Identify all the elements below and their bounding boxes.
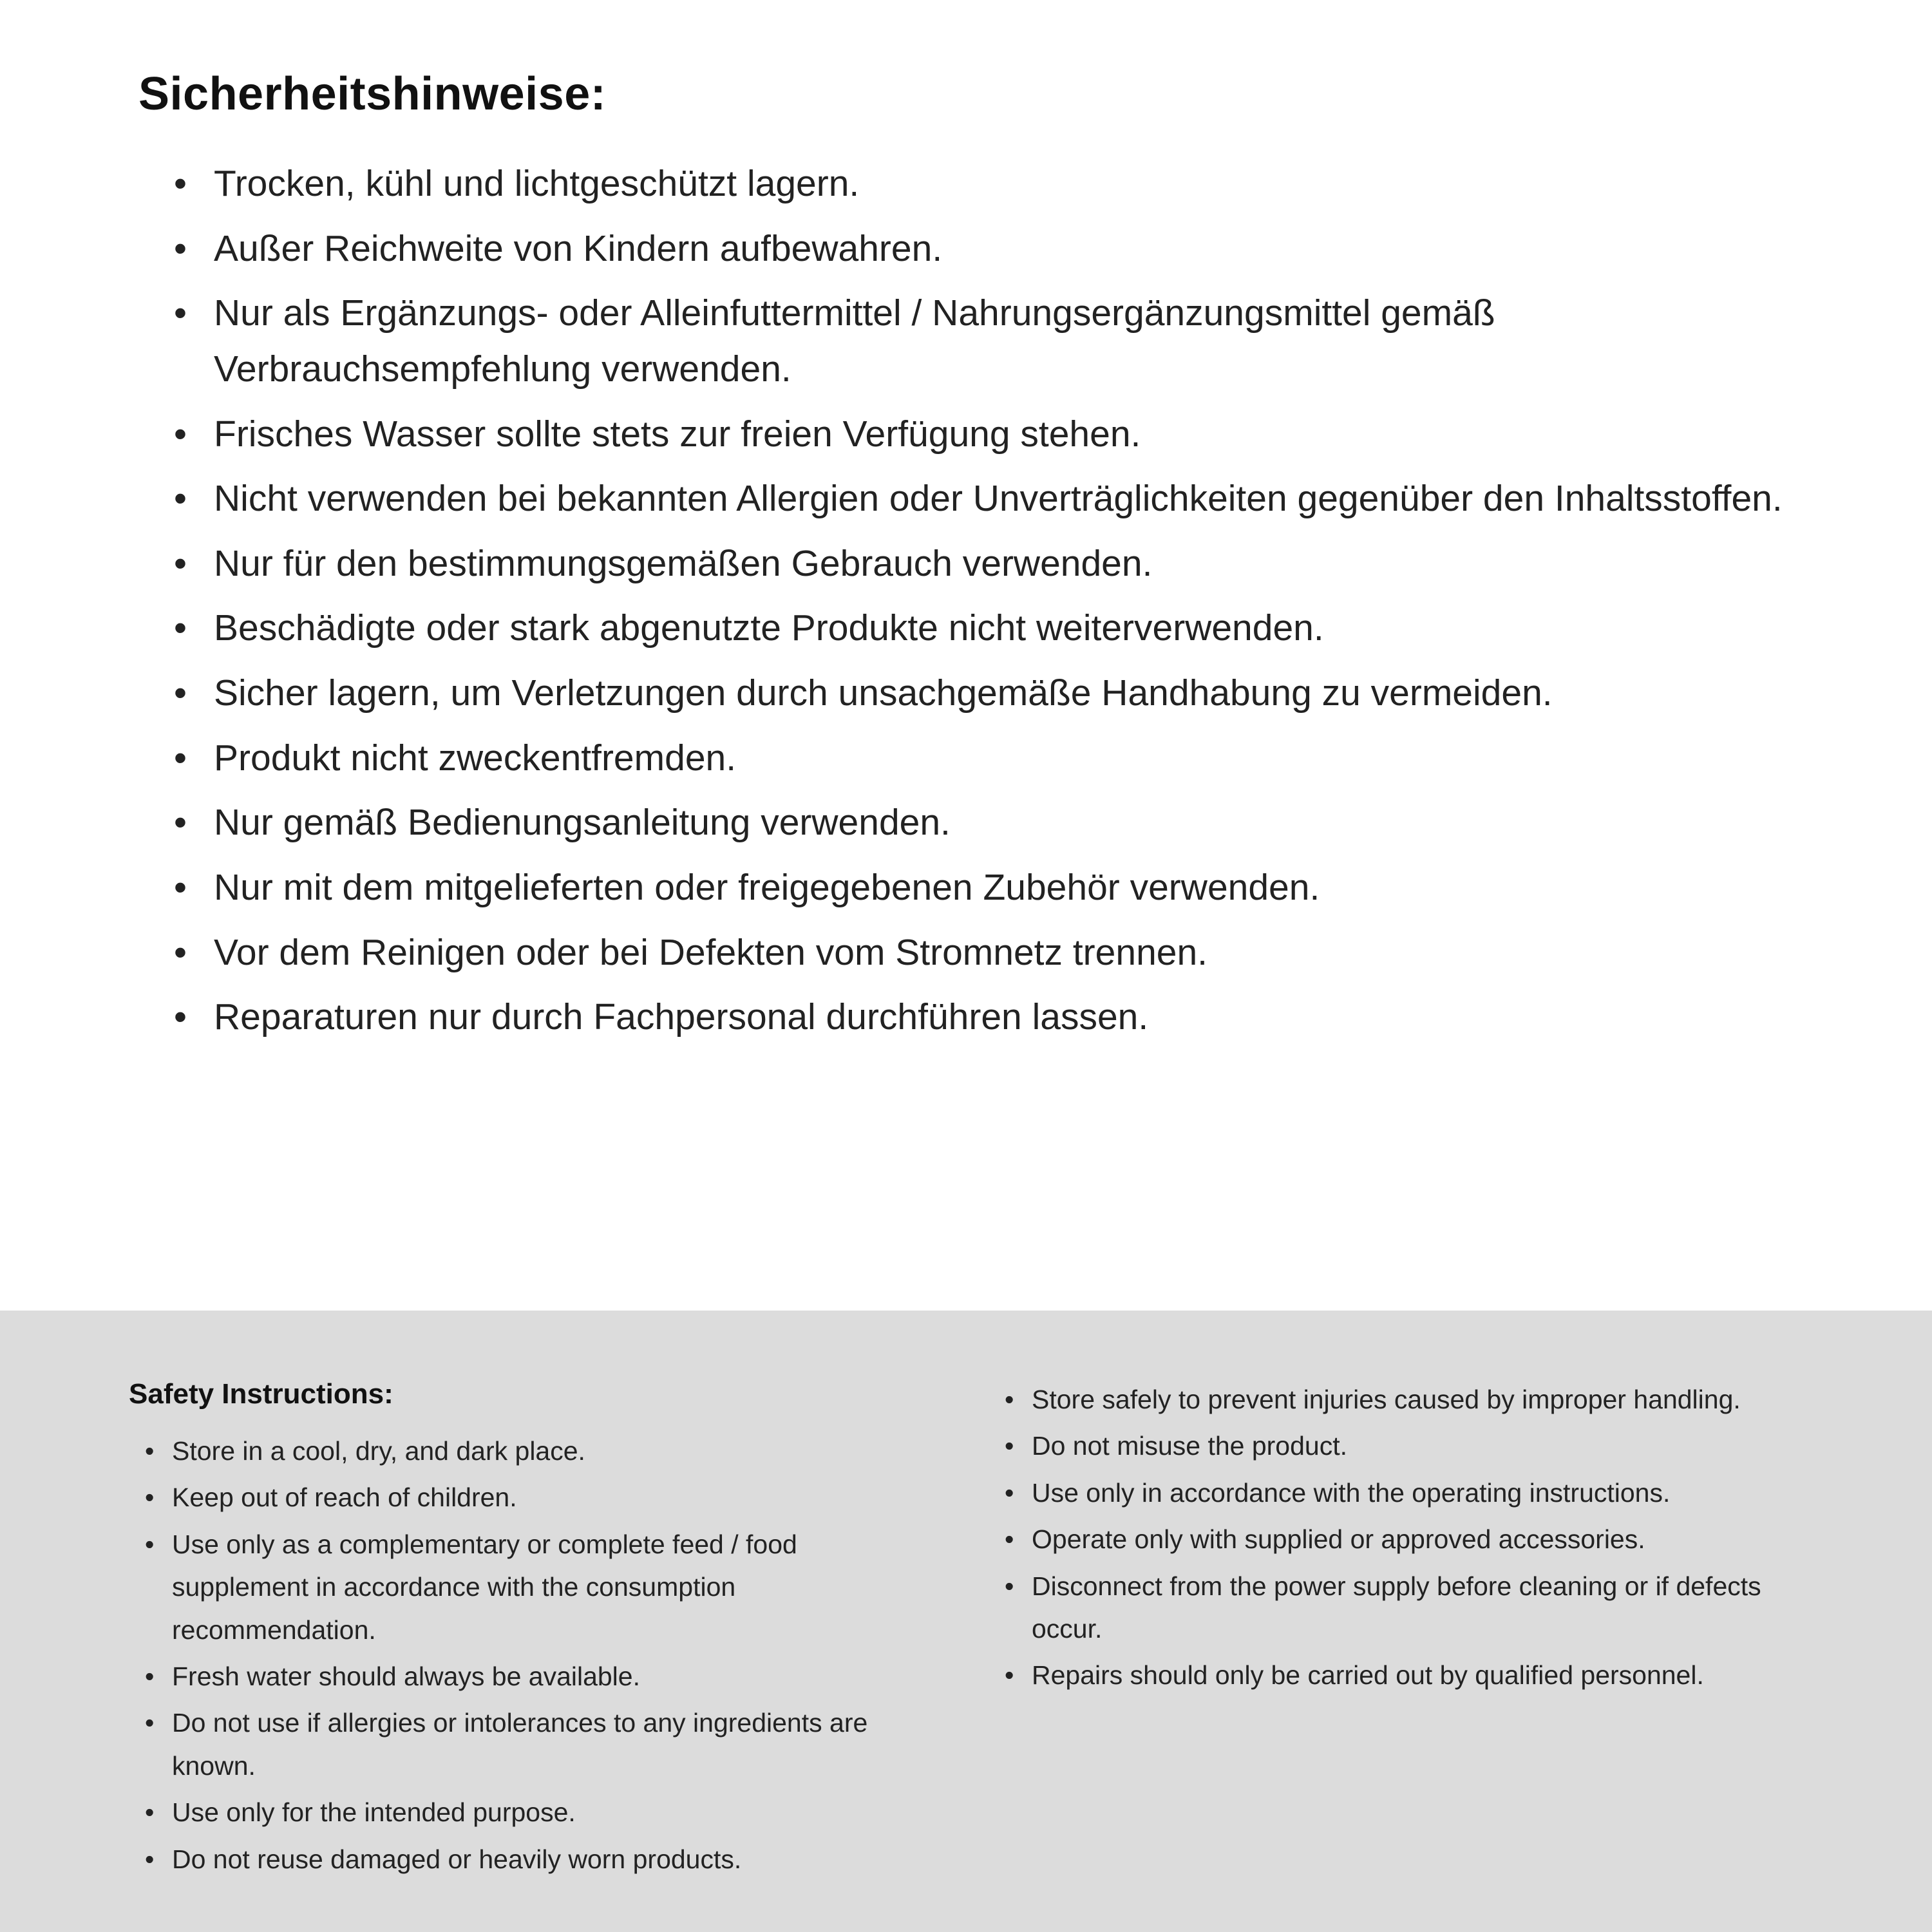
list-item: • Repairs should only be carried out by qualified personnel. [1005, 1654, 1803, 1696]
list-item: • Vor dem Reinigen oder bei Defekten vom Stromnetz trennen. [174, 925, 1790, 981]
list-item: • Reparaturen nur durch Fachpersonal durchführen lassen. [174, 989, 1790, 1045]
english-safety-list-right [1005, 1378, 1803, 1697]
list-item: • Nur als Ergänzungs- oder Alleinfuttermittel / Nahrungsergänzungsmittel gemäß Verbrauchsempfehlung verwenden. [174, 285, 1790, 397]
list-item: • Do not use if allergies or intolerances to any ingredients are known. [145, 1701, 927, 1787]
list-item: • Frisches Wasser sollte stets zur freien Verfügung stehen. [174, 406, 1790, 462]
list-item: • Produkt nicht zweckentfremden. [174, 730, 1790, 786]
list-item: • Store in a cool, dry, and dark place. [145, 1430, 927, 1472]
list-item: • Trocken, kühl und lichtgeschützt lagern. [174, 156, 1790, 212]
list-item: • Keep out of reach of children. [145, 1476, 927, 1519]
list-item: • Use only for the intended purpose. [145, 1791, 927, 1833]
list-item: • Use only in accordance with the operating instructions. [1005, 1472, 1803, 1514]
english-right-column [1005, 1378, 1803, 1893]
list-item: • Nur mit dem mitgelieferten oder freigegebenen Zubehör verwenden. [174, 860, 1790, 916]
english-safety-list-left [129, 1430, 927, 1880]
list-item: • Außer Reichweite von Kindern aufbewahren. [174, 221, 1790, 277]
english-left-column [129, 1378, 927, 1893]
english-section-title: Safety Instructions: [129, 1378, 393, 1410]
list-item: • Nur gemäß Bedienungsanleitung verwenden. [174, 795, 1790, 851]
list-item: • Operate only with supplied or approved accessories. [1005, 1518, 1803, 1560]
list-item: • Disconnect from the power supply before cleaning or if defects occur. [1005, 1565, 1803, 1651]
list-item: • Do not reuse damaged or heavily worn products. [145, 1838, 927, 1880]
list-item: • Nicht verwenden bei bekannten Allergien oder Unverträglichkeiten gegenüber den Inhaltsstoffen. [174, 471, 1790, 527]
german-section-title: Sicherheitshinweise: [138, 68, 607, 120]
list-item: • Nur für den bestimmungsgemäßen Gebrauch verwenden. [174, 536, 1790, 592]
list-item: • Use only as a complementary or complete feed / food supplement in accordance with the consumption recommendation. [145, 1523, 927, 1651]
english-safety-section [0, 1311, 1932, 1932]
list-item: • Store safely to prevent injuries caused by improper handling. [1005, 1378, 1803, 1421]
list-item: • Beschädigte oder stark abgenutzte Produkte nicht weiterverwenden. [174, 600, 1790, 656]
list-item: • Sicher lagern, um Verletzungen durch unsachgemäße Handhabung zu vermeiden. [174, 665, 1790, 721]
german-safety-list [138, 156, 1790, 1045]
list-item: • Do not misuse the product. [1005, 1425, 1803, 1467]
list-item: • Fresh water should always be available. [145, 1655, 927, 1698]
